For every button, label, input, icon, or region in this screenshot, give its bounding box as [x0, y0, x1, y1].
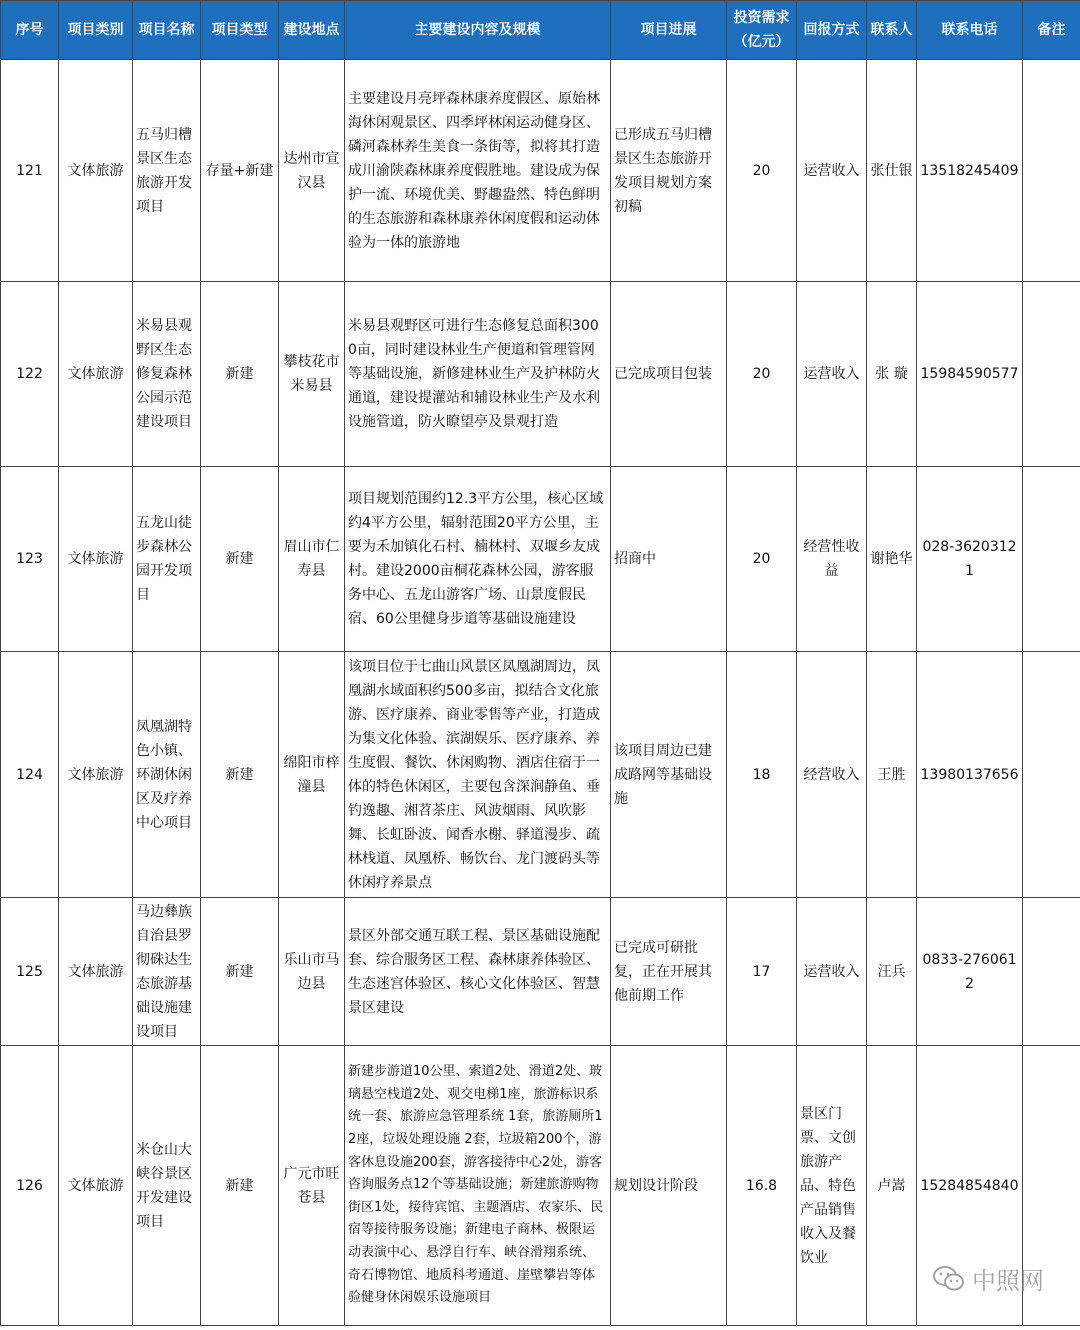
cell-type: 新建 — [201, 282, 279, 467]
cell-contact: 王胜 — [867, 652, 917, 898]
cell-name: 五马归槽景区生态旅游开发项目 — [133, 60, 201, 282]
cell-location: 达州市宣汉县 — [279, 60, 345, 282]
cell-location: 广元市旺苍县 — [279, 1046, 345, 1326]
cell-name: 马边彝族自治县罗彻硃达生态旅游基础设施建设项目 — [133, 898, 201, 1046]
cell-progress: 已完成项目包装 — [611, 282, 727, 467]
cell-type: 新建 — [201, 1046, 279, 1326]
cell-contact: 张仕银 — [867, 60, 917, 282]
cell-investment: 20 — [727, 467, 797, 652]
cell-progress: 该项目周边已建成路网等基础设施 — [611, 652, 727, 898]
cell-investment: 20 — [727, 60, 797, 282]
cell-contact: 卢嵩 — [867, 1046, 917, 1326]
cell-location: 眉山市仁寿县 — [279, 467, 345, 652]
cell-contact: 汪兵 — [867, 898, 917, 1046]
cell-seq: 122 — [1, 282, 59, 467]
cell-category: 文体旅游 — [59, 467, 133, 652]
cell-investment: 20 — [727, 282, 797, 467]
table-row — [1, 467, 1080, 652]
col-return: 回报方式 — [797, 1, 867, 60]
cell-name: 凤凰湖特色小镇、环湖休闲区及疗养中心项目 — [133, 652, 201, 898]
cell-category: 文体旅游 — [59, 652, 133, 898]
col-location: 建设地点 — [279, 1, 345, 60]
cell-progress: 规划设计阶段 — [611, 1046, 727, 1326]
col-progress: 项目进展 — [611, 1, 727, 60]
cell-type: 新建 — [201, 467, 279, 652]
cell-scope: 米易县观野区可进行生态修复总面积3000亩，同时建设林业生产便道和管理管网等基础设施，新修建林业生产及护林防火通道，建设提灌站和辅设林业生产及水利设施管道，防火瞭望亭及景观打造 — [345, 282, 611, 467]
col-name: 项目名称 — [133, 1, 201, 60]
cell-seq: 125 — [1, 898, 59, 1046]
col-category: 项目类别 — [59, 1, 133, 60]
cell-scope: 项目规划范围约12.3平方公里，核心区域约4平方公里，辐射范围20平方公里，主要为禾加镇化石村、楠林村、双堰乡友成村。建设2000亩桐花森林公园，游客服务中心、五龙山游客广场、山景度假民宿、60公里健身步道等基础设施建设 — [345, 467, 611, 652]
cell-location: 乐山市马边县 — [279, 898, 345, 1046]
cell-category: 文体旅游 — [59, 1046, 133, 1326]
cell-phone: 13980137656 — [917, 652, 1023, 898]
cell-seq: 126 — [1, 1046, 59, 1326]
cell-return: 运营收入 — [797, 60, 867, 282]
cell-location: 绵阳市梓潼县 — [279, 652, 345, 898]
cell-remark — [1023, 467, 1080, 652]
table-row — [1, 652, 1080, 898]
table-row — [1, 1046, 1080, 1326]
cell-scope: 主要建设月亮坪森林康养度假区、原始林海休闲观景区、四季坪林闲运动健身区、磷河森林养生美食一条街等，拟将其打造成川渝陕森林康养度假胜地。建设成为保护一流、环境优美、野趣盎然、特色鲜明的生态旅游和森林康养休闲度假和运动体验为一体的旅游地 — [345, 60, 611, 282]
col-phone: 联系电话 — [917, 1, 1023, 60]
cell-remark — [1023, 652, 1080, 898]
cell-type: 新建 — [201, 898, 279, 1046]
cell-phone: 028-36203121 — [917, 467, 1023, 652]
cell-type: 新建 — [201, 652, 279, 898]
col-type: 项目类型 — [201, 1, 279, 60]
cell-seq: 121 — [1, 60, 59, 282]
wechat-icon — [932, 1265, 966, 1293]
cell-investment: 16.8 — [727, 1046, 797, 1326]
cell-remark — [1023, 60, 1080, 282]
cell-phone: 15984590577 — [917, 282, 1023, 467]
cell-name: 米仓山大峡谷景区开发建设项目 — [133, 1046, 201, 1326]
cell-scope: 该项目位于七曲山风景区凤凰湖周边，凤凰湖水域面积约500多亩，拟结合文化旅游、医疗康养、商业零售等产业，打造成为集文化体验、滨湖娱乐、医疗康养、养生度假、餐饮、休闲购物、酒店住宿于一体的特色休闲区，主要包含深涧静鱼、垂钓逸趣、湘苕茶庄、风波烟雨、风吹影舞、长虹卧波、闻香水榭、驿道漫步、疏林栈道、凤凰桥、畅饮台、龙门渡码头等休闲疗养景点 — [345, 652, 611, 898]
table-row — [1, 60, 1080, 282]
cell-seq: 123 — [1, 467, 59, 652]
cell-scope: 景区外部交通互联工程、景区基础设施配套、综合服务区工程、森林康养体验区、生态迷宫体验区、核心文化体验区、智慧景区建设 — [345, 898, 611, 1046]
cell-category: 文体旅游 — [59, 898, 133, 1046]
cell-category: 文体旅游 — [59, 282, 133, 467]
cell-category: 文体旅游 — [59, 60, 133, 282]
cell-remark — [1023, 282, 1080, 467]
cell-return: 景区门票、文创旅游产品、特色产品销售收入及餐饮业 — [797, 1046, 867, 1326]
table-row — [1, 282, 1080, 467]
col-contact: 联系人 — [867, 1, 917, 60]
watermark — [932, 1261, 1044, 1296]
cell-contact: 张 璇 — [867, 282, 917, 467]
cell-investment: 18 — [727, 652, 797, 898]
cell-name: 米易县观野区生态修复森林公园示范建设项目 — [133, 282, 201, 467]
header-row — [1, 1, 1080, 60]
table-row — [1, 898, 1080, 1046]
watermark-text: 中照网 — [972, 1267, 1044, 1295]
cell-location: 攀枝花市米易县 — [279, 282, 345, 467]
cell-phone: 15284854840 — [917, 1046, 1023, 1326]
col-scope: 主要建设内容及规模 — [345, 1, 611, 60]
cell-return: 经营收入 — [797, 652, 867, 898]
cell-return: 运营收入 — [797, 282, 867, 467]
cell-seq: 124 — [1, 652, 59, 898]
cell-return: 经营性收益 — [797, 467, 867, 652]
cell-phone: 0833-2760612 — [917, 898, 1023, 1046]
cell-type: 存量+新建 — [201, 60, 279, 282]
cell-progress: 已完成可研批复，正在开展其他前期工作 — [611, 898, 727, 1046]
cell-investment: 17 — [727, 898, 797, 1046]
cell-phone: 13518245409 — [917, 60, 1023, 282]
col-seq: 序号 — [1, 1, 59, 60]
cell-remark — [1023, 898, 1080, 1046]
cell-name: 五龙山徒步森林公园开发项目 — [133, 467, 201, 652]
cell-contact: 谢艳华 — [867, 467, 917, 652]
cell-return: 运营收入 — [797, 898, 867, 1046]
cell-progress: 招商中 — [611, 467, 727, 652]
col-remark: 备注 — [1023, 1, 1080, 60]
cell-progress: 已形成五马归槽景区生态旅游开发项目规划方案初稿 — [611, 60, 727, 282]
cell-scope: 新建步游道10公里、索道2处、滑道2处、玻璃悬空栈道2处、观交电梯1座，旅游标识系统一套、旅游应急管理系统 1套，旅游厕所12座，垃圾处理设施 2套，垃圾箱200个，游客休息设施200套，游客接待中心2处，游客咨询服务点12个等基础设施；新建旅游购物街区1处，接待宾馆、主题酒店、农家乐、民宿等接待服务设施；新建电子商林、极限运动表演中心、悬浮自行车、峡谷滑翔系统、奇石博物馆、地质科考通道、崖壁攀岩等体验健身休闲娱乐设施项目 — [345, 1046, 611, 1326]
col-investment: 投资需求（亿元） — [727, 1, 797, 60]
